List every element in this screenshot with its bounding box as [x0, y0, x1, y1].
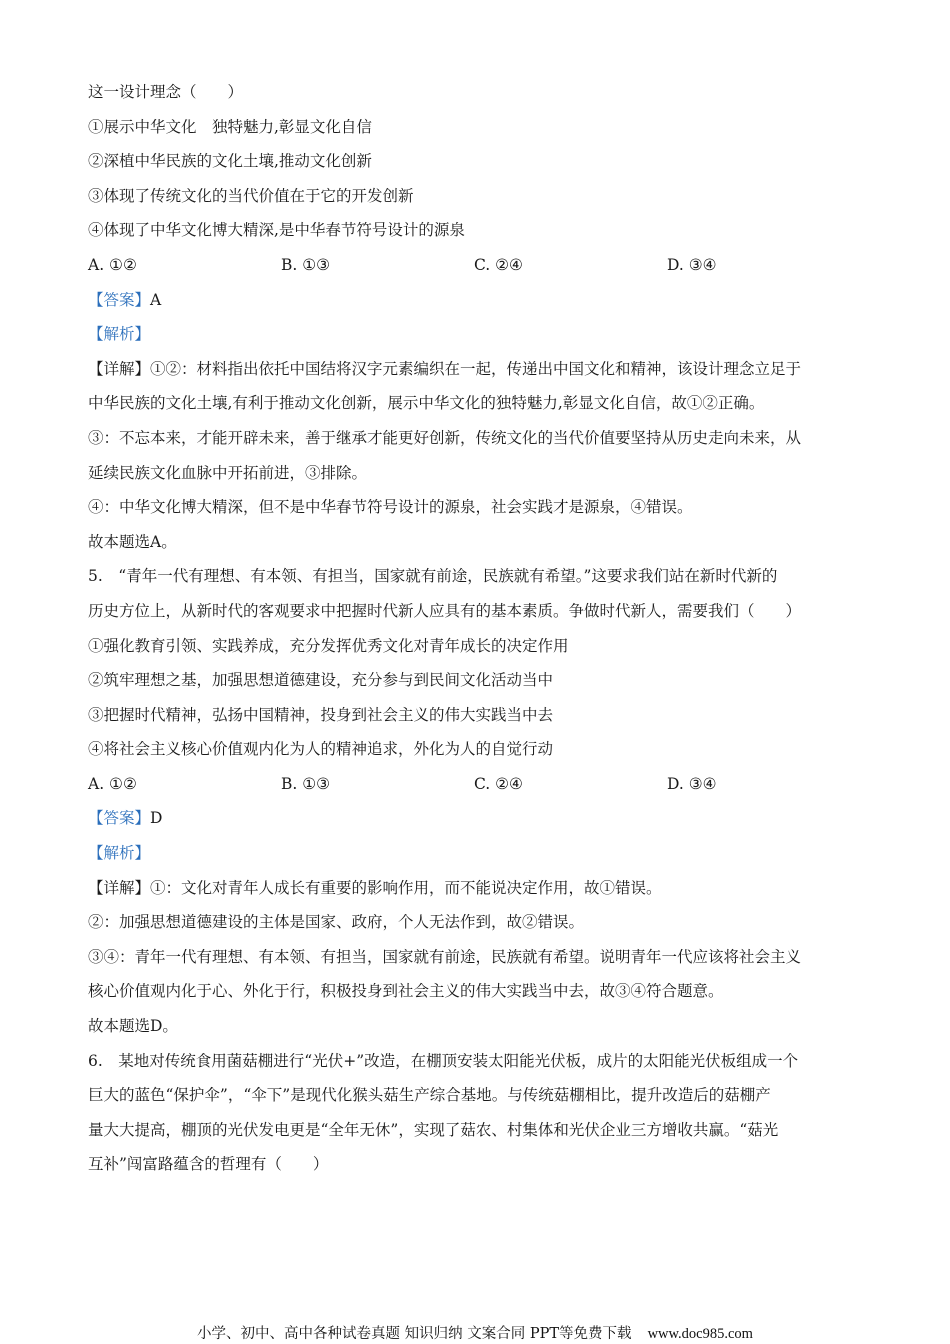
q4-option-c: C. ②④: [474, 255, 523, 274]
q5-detail-line-3: ③④：青年一代有理想、有本领、有担当，国家就有前途，民族就有希望。说明青年一代应该将社会主义: [88, 947, 802, 966]
q4-answer-label: 【答案】: [88, 290, 151, 309]
q5-item-2: ②筑牢理想之基，加强思想道德建设，充分参与到民间文化活动当中: [88, 671, 554, 690]
q4-answer: [88, 286, 860, 321]
q4-detail-line-5: ④：中华文化博大精深，但不是中华春节符号设计的源泉，社会实践才是源泉，④错误。: [88, 498, 693, 517]
q6-stem-line-3: 量大大提高，棚顶的光伏发电更是“全年无休”，实现了菇农、村集体和光伏企业三方增收共赢。“菇光: [88, 1120, 779, 1139]
q5-detail-label: 【详解】: [88, 878, 151, 897]
q5-analysis: [88, 839, 860, 874]
q4-option-a: A. ①②: [88, 255, 137, 274]
q5-answer-value: D: [150, 809, 163, 828]
q4-options: [88, 251, 860, 286]
q4-analysis-label: 【解析】: [88, 325, 151, 344]
q5-detail-line-2: ②：加强思想道德建设的主体是国家、政府，个人无法作到，故②错误。: [88, 913, 585, 932]
q5-stem-line-2: 历史方位上，从新时代的客观要求中把握时代新人应具有的基本素质。争做时代新人，需要我们（ ）: [88, 601, 802, 620]
q5-options: [88, 770, 860, 805]
q5-item-3: ③把握时代精神，弘扬中国精神，投身到社会主义的伟大实践当中去: [88, 705, 554, 724]
q5-item-1: ①强化教育引领、实践养成，充分发挥优秀文化对青年成长的决定作用: [88, 636, 569, 655]
q4-detail-line-4: 延续民族文化血脉中开拓前进，③排除。: [88, 463, 368, 482]
q4-detail-line-1: [88, 355, 860, 390]
q4-option-b: B. ①③: [281, 255, 331, 274]
q4-item-3: ③体现了传统文化的当代价值在于它的开发创新: [88, 186, 414, 205]
q4-detail-text-1: ①②：材料指出依托中国结将汉字元素编织在一起，传递出中国文化和精神，该设计理念立足于: [150, 359, 802, 378]
footer-text: 小学、初中、高中各种试卷真题 知识归纳 文案合同 PPT等免费下载: [197, 1326, 632, 1342]
q4-detail-line-3: ③：不忘本来，才能开辟未来，善于继承才能更好创新，传统文化的当代价值要坚持从历史走向未来，从: [88, 428, 802, 447]
q4-item-1: ①展示中华文化 独特魅力,彰显文化自信: [88, 117, 372, 136]
q5-stem-line-1: 5. “青年一代有理想、有本领、有担当，国家就有前途，民族就有希望。”这要求我们站在新时代新的: [88, 567, 778, 586]
q5-detail-line-4: 核心价值观内化于心、外化于行，积极投身到社会主义的伟大实践当中去，故③④符合题意。: [88, 982, 724, 1001]
q4-item-4: ④体现了中华文化博大精深,是中华春节符号设计的源泉: [88, 221, 465, 240]
q4-stem-end: 这一设计理念（ ）: [88, 83, 244, 101]
q5-answer: [88, 804, 860, 839]
q4-detail-line-6: 故本题选A。: [88, 532, 177, 551]
q5-option-b: B. ①③: [281, 774, 331, 793]
q5-option-d: D. ③④: [667, 774, 717, 793]
q6-stem-line-2: 巨大的蓝色“保护伞”，“伞下”是现代化猴头菇生产综合基地。与传统菇棚相比，提升改造后的菇棚产: [88, 1086, 771, 1105]
q4-analysis: [88, 320, 860, 355]
q5-answer-label: 【答案】: [88, 809, 151, 828]
q5-item-4: ④将社会主义核心价值观内化为人的精神追求，外化为人的自觉行动: [88, 740, 554, 759]
q4-detail-line-2: 中华民族的文化土壤,有利于推动文化创新，展示中华文化的独特魅力,彰显文化自信，故①②正确。: [88, 394, 765, 413]
q6-stem-line-4: 互补”闯富路蕴含的哲理有（ ）: [88, 1155, 329, 1174]
document-page: [88, 78, 860, 1185]
q6-stem-line-1: 6. 某地对传统食用菌菇棚进行“光伏+”改造，在棚顶安装太阳能光伏板，成片的太阳能光伏板组成一个: [88, 1051, 799, 1070]
q5-detail-line-5: 故本题选D。: [88, 1017, 178, 1036]
q4-detail-label: 【详解】: [88, 359, 151, 378]
q5-detail-text-1: ①：文化对青年人成长有重要的影响作用，而不能说决定作用，故①错误。: [150, 878, 662, 897]
q5-detail-line-1: [88, 874, 860, 909]
q4-answer-value: A: [150, 290, 162, 309]
q5-option-c: C. ②④: [474, 774, 523, 793]
q4-item-2: ②深植中华民族的文化土壤,推动文化创新: [88, 152, 372, 171]
q5-analysis-label: 【解析】: [88, 844, 151, 863]
q5-option-a: A. ①②: [88, 774, 137, 793]
q4-option-d: D. ③④: [667, 255, 717, 274]
footer-site-link[interactable]: www.doc985.com: [647, 1326, 753, 1342]
page-footer: [0, 1322, 950, 1343]
